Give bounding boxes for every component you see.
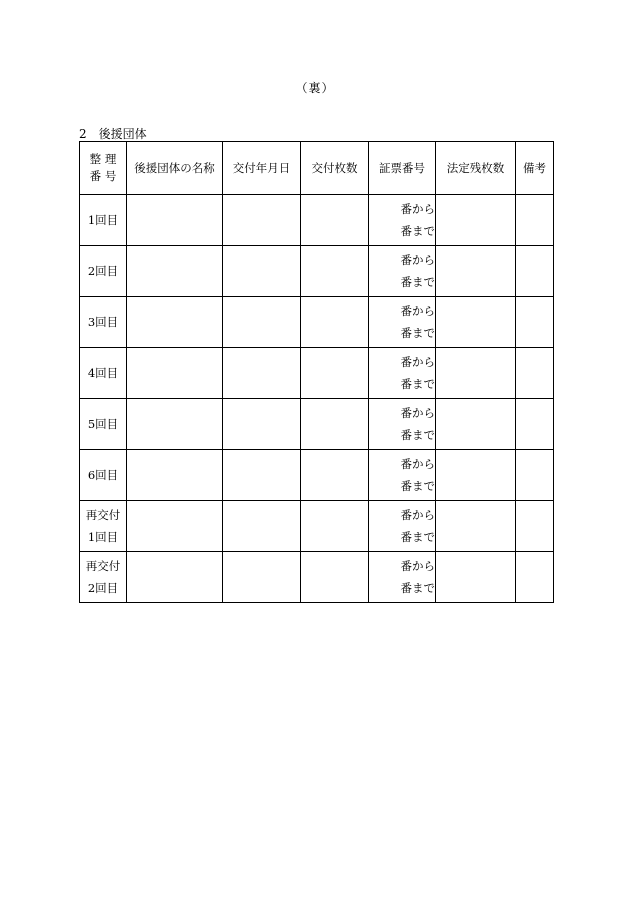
table-row bbox=[80, 195, 554, 246]
page-heading: （裏） bbox=[295, 81, 335, 95]
cert-from-label: 番から bbox=[400, 559, 435, 573]
cert-number-cell[interactable] bbox=[369, 195, 436, 246]
row-label-line1: 再交付 bbox=[85, 508, 121, 522]
cert-number-cell[interactable] bbox=[369, 552, 436, 603]
org-name-cell[interactable] bbox=[127, 552, 223, 603]
cert-from-label: 番から bbox=[400, 406, 435, 420]
table-row bbox=[80, 348, 554, 399]
row-label-line1: 1回目 bbox=[87, 213, 119, 227]
issue-date-cell[interactable] bbox=[223, 348, 301, 399]
cert-number-cell[interactable] bbox=[369, 246, 436, 297]
row-number-cell bbox=[80, 297, 127, 348]
table-header-row bbox=[80, 142, 554, 195]
row-label-line1: 2回目 bbox=[87, 264, 119, 278]
support-organization-table bbox=[79, 141, 554, 603]
org-name-cell[interactable] bbox=[127, 348, 223, 399]
remarks-cell[interactable] bbox=[516, 552, 554, 603]
legal-remaining-cell[interactable] bbox=[436, 348, 516, 399]
legal-remaining-cell[interactable] bbox=[436, 552, 516, 603]
row-label-line1: 3回目 bbox=[87, 315, 119, 329]
cert-to-label: 番まで bbox=[400, 479, 435, 493]
remarks-cell[interactable] bbox=[516, 399, 554, 450]
legal-remaining-cell[interactable] bbox=[436, 501, 516, 552]
cert-to-label: 番まで bbox=[400, 428, 435, 442]
table-row bbox=[80, 552, 554, 603]
remarks-cell[interactable] bbox=[516, 246, 554, 297]
remarks-cell[interactable] bbox=[516, 297, 554, 348]
org-name-cell[interactable] bbox=[127, 246, 223, 297]
cert-number-cell[interactable] bbox=[369, 450, 436, 501]
legal-remaining-cell[interactable] bbox=[436, 450, 516, 501]
row-label-line1: 5回目 bbox=[87, 417, 119, 431]
header-issue-count: 交付枚数 bbox=[301, 142, 369, 195]
issue-date-cell[interactable] bbox=[223, 195, 301, 246]
cert-to-label: 番まで bbox=[400, 530, 435, 544]
issue-count-cell[interactable] bbox=[301, 501, 369, 552]
issue-count-cell[interactable] bbox=[301, 450, 369, 501]
issue-date-cell[interactable] bbox=[223, 297, 301, 348]
row-number-cell bbox=[80, 348, 127, 399]
cert-to-label: 番まで bbox=[400, 326, 435, 340]
cert-from-label: 番から bbox=[400, 355, 435, 369]
issue-count-cell[interactable] bbox=[301, 297, 369, 348]
remarks-cell[interactable] bbox=[516, 348, 554, 399]
row-label-line2: 1回目 bbox=[87, 530, 119, 544]
cert-to-label: 番まで bbox=[400, 581, 435, 595]
row-number-cell bbox=[80, 195, 127, 246]
org-name-cell[interactable] bbox=[127, 297, 223, 348]
legal-remaining-cell[interactable] bbox=[436, 195, 516, 246]
issue-count-cell[interactable] bbox=[301, 399, 369, 450]
table-row bbox=[80, 450, 554, 501]
cert-to-label: 番まで bbox=[400, 275, 435, 289]
issue-date-cell[interactable] bbox=[223, 399, 301, 450]
issue-count-cell[interactable] bbox=[301, 348, 369, 399]
remarks-cell[interactable] bbox=[516, 450, 554, 501]
org-name-cell[interactable] bbox=[127, 399, 223, 450]
row-number-cell bbox=[80, 399, 127, 450]
issue-date-cell[interactable] bbox=[223, 246, 301, 297]
cert-from-label: 番から bbox=[400, 304, 435, 318]
cert-to-label: 番まで bbox=[400, 224, 435, 238]
org-name-cell[interactable] bbox=[127, 195, 223, 246]
legal-remaining-cell[interactable] bbox=[436, 246, 516, 297]
issue-count-cell[interactable] bbox=[301, 246, 369, 297]
header-legal-remaining: 法定残枚数 bbox=[436, 142, 516, 195]
cert-from-label: 番から bbox=[400, 457, 435, 471]
cert-from-label: 番から bbox=[400, 202, 435, 216]
cert-number-cell[interactable] bbox=[369, 399, 436, 450]
table-row bbox=[80, 297, 554, 348]
issue-date-cell[interactable] bbox=[223, 450, 301, 501]
row-label-line1: 4回目 bbox=[87, 366, 119, 380]
org-name-cell[interactable] bbox=[127, 501, 223, 552]
row-number-cell bbox=[80, 246, 127, 297]
header-cert-number: 証票番号 bbox=[369, 142, 436, 195]
header-remarks: 備考 bbox=[516, 142, 554, 195]
row-number-cell bbox=[80, 501, 127, 552]
section-title: 2 後援団体 bbox=[79, 127, 147, 141]
row-number-cell bbox=[80, 552, 127, 603]
cert-number-cell[interactable] bbox=[369, 348, 436, 399]
table-row bbox=[80, 501, 554, 552]
org-name-cell[interactable] bbox=[127, 450, 223, 501]
cert-number-cell[interactable] bbox=[369, 297, 436, 348]
remarks-cell[interactable] bbox=[516, 195, 554, 246]
row-label-line2: 2回目 bbox=[87, 581, 119, 595]
table-row bbox=[80, 246, 554, 297]
legal-remaining-cell[interactable] bbox=[436, 297, 516, 348]
header-issue-date: 交付年月日 bbox=[223, 142, 301, 195]
table-row bbox=[80, 399, 554, 450]
row-label-line1: 6回目 bbox=[87, 468, 119, 482]
issue-date-cell[interactable] bbox=[223, 501, 301, 552]
cert-from-label: 番から bbox=[400, 253, 435, 267]
header-number: 整 理 番 号 bbox=[80, 142, 127, 195]
issue-count-cell[interactable] bbox=[301, 195, 369, 246]
header-org-name: 後援団体の名称 bbox=[127, 142, 223, 195]
cert-from-label: 番から bbox=[400, 508, 435, 522]
cert-to-label: 番まで bbox=[400, 377, 435, 391]
issue-count-cell[interactable] bbox=[301, 552, 369, 603]
issue-date-cell[interactable] bbox=[223, 552, 301, 603]
legal-remaining-cell[interactable] bbox=[436, 399, 516, 450]
row-label-line1: 再交付 bbox=[85, 559, 121, 573]
remarks-cell[interactable] bbox=[516, 501, 554, 552]
row-number-cell bbox=[80, 450, 127, 501]
cert-number-cell[interactable] bbox=[369, 501, 436, 552]
